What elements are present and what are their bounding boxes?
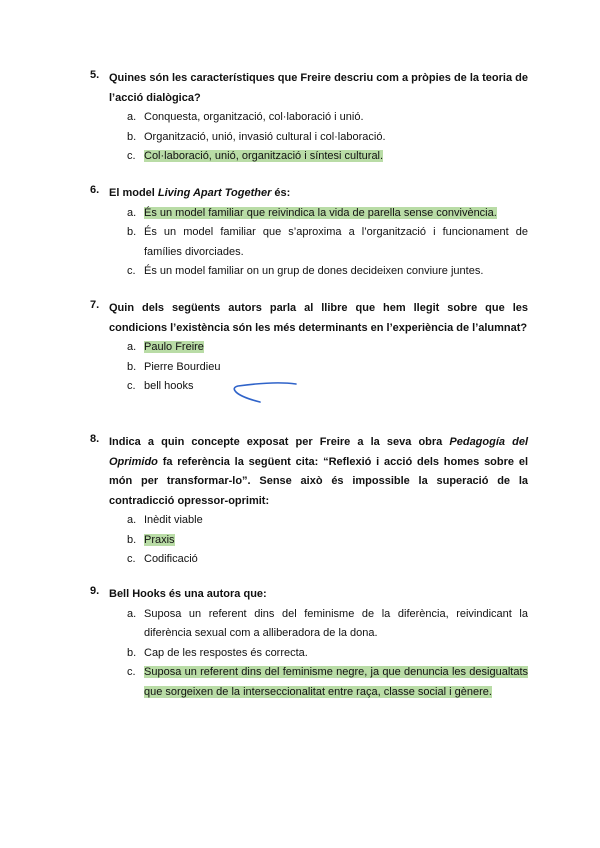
option-text: Pierre Bourdieu: [144, 360, 221, 373]
question-number: 9.: [90, 585, 100, 597]
option-text: Conquesta, organització, col·laboració i unió.: [144, 111, 364, 123]
option-text-highlighted: Praxis: [144, 533, 175, 546]
question-text: Bell Hooks és una autora que:: [109, 588, 267, 600]
option-a[interactable]: a. Suposa un referent dins del feminisme de la diferència, reivindicant la diferència sexual com a alliberadora de la dona.: [127, 607, 528, 639]
option-c[interactable]: c. Codificació: [127, 553, 198, 565]
option-a[interactable]: a. Conquesta, organització, col·laboració i unió.: [127, 111, 364, 123]
option-b[interactable]: b. Praxis: [127, 533, 175, 546]
option-c[interactable]: c. bell hooks: [127, 380, 194, 392]
option-b[interactable]: b. Cap de les respostes és correcta.: [127, 646, 308, 659]
question-8: [90, 433, 528, 570]
option-text: bell hooks: [144, 380, 194, 392]
question-text: Quines són les característiques que Freire descriu com a pròpies de la teoria de l’acció dialògica?: [109, 72, 528, 104]
question-9: [90, 585, 528, 702]
question-text: Indica a quin concepte exposat per Freire a la seva obra Pedagogía del Oprimido fa referència la següent cita: “Reflexió i acció dels homes sobre el món per transformar-lo”. Sense això és impossible la superació de la contradicció opressor-oprimit:: [109, 436, 529, 507]
option-text: Cap de les respostes és correcta.: [144, 646, 308, 659]
option-text: Codificació: [144, 553, 198, 565]
option-text: És un model familiar que s’aproxima a l’organització i funcionament de famílies divorciades.: [144, 226, 528, 258]
option-text-highlighted: És un model familiar que reivindica la vida de parella sense convivència.: [144, 206, 497, 219]
option-text-highlighted: Col·laboració, unió, organització i síntesi cultural.: [144, 150, 384, 162]
question-number: 6.: [90, 184, 100, 196]
option-b[interactable]: b. Pierre Bourdieu: [127, 360, 221, 373]
question-7: [90, 299, 528, 397]
question-6: [90, 184, 528, 282]
option-text-highlighted: Suposa un referent dins del feminisme negre, ja que denuncia les desigualtats que sorgeixen de la interseccionalitat entre raça, classe social i gènere.: [144, 666, 528, 698]
option-c[interactable]: c. Suposa un referent dins del feminisme negre, ja que denuncia les desigualtats que sorgeixen de la interseccionalitat entre raça, classe social i gènere.: [127, 666, 528, 698]
option-text-highlighted: Paulo Freire: [144, 341, 204, 353]
option-a[interactable]: a. És un model familiar que reivindica la vida de parella sense convivència.: [127, 206, 497, 219]
option-text: Suposa un referent dins del feminisme de la diferència, reivindicant la diferència sexual com a alliberadora de la dona.: [144, 607, 528, 639]
option-text: Organització, unió, invasió cultural i col·laboració.: [144, 130, 386, 143]
hand-drawn-arrow-icon: [230, 376, 300, 406]
question-text: Quin dels següents autors parla al llibre que hem llegit sobre que les condicions l’existència són les més determinants en l’experiència de l’alumnat?: [109, 302, 528, 334]
option-c[interactable]: c. Col·laboració, unió, organització i síntesi cultural.: [127, 150, 384, 162]
question-5: [90, 69, 528, 167]
option-text: Inèdit viable: [144, 514, 203, 526]
option-a[interactable]: a. Inèdit viable: [127, 514, 203, 526]
option-c[interactable]: c. És un model familiar on un grup de dones decideixen conviure juntes.: [127, 265, 484, 277]
option-text: És un model familiar on un grup de dones decideixen conviure juntes.: [144, 265, 484, 277]
question-number: 5.: [90, 69, 100, 81]
question-text: El model Living Apart Together és:: [109, 187, 291, 199]
option-a[interactable]: a. Paulo Freire: [127, 341, 204, 353]
question-number: 8.: [90, 433, 100, 445]
option-b[interactable]: b. És un model familiar que s’aproxima a l’organització i funcionament de famílies divorciades.: [127, 226, 528, 258]
option-b[interactable]: b. Organització, unió, invasió cultural i col·laboració.: [127, 130, 386, 143]
question-number: 7.: [90, 299, 100, 311]
